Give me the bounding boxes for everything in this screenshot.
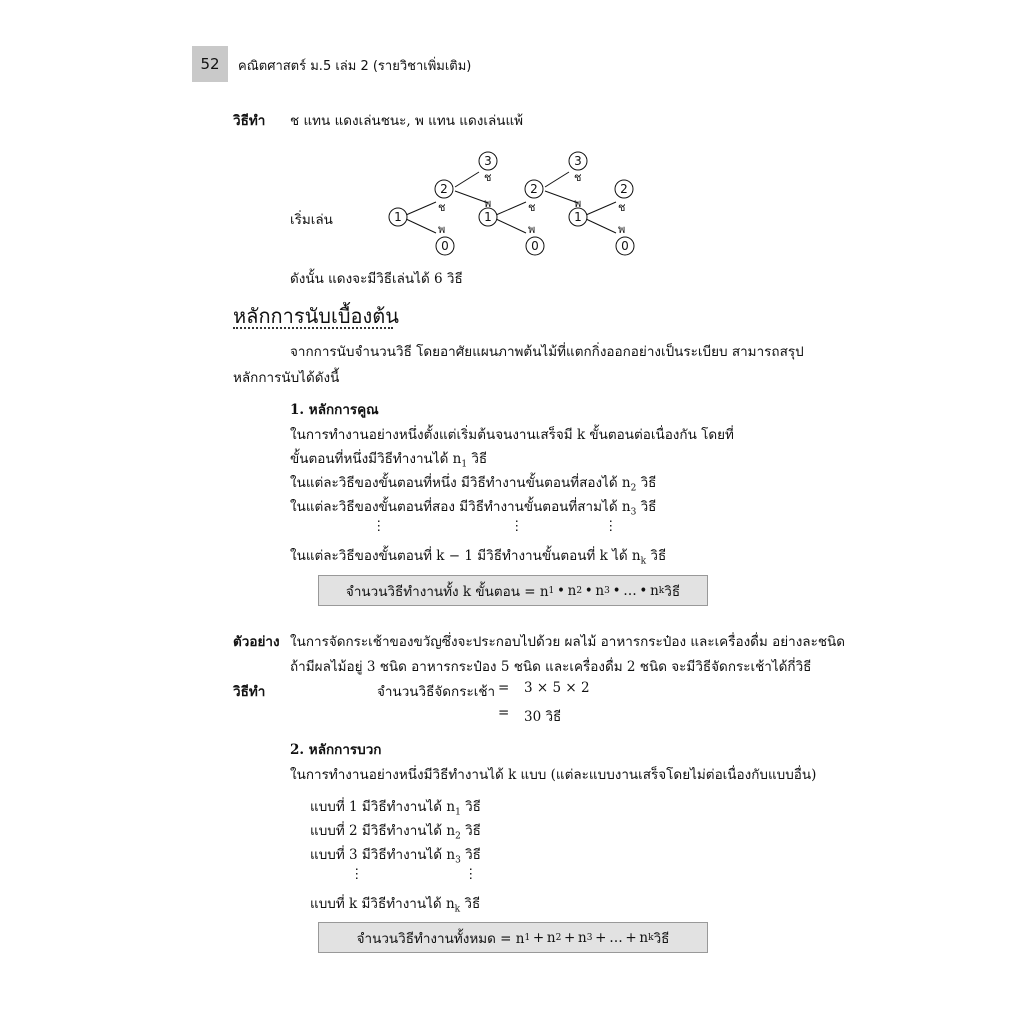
vertical-ellipsis: ⋮	[604, 518, 618, 534]
tree-node-label: 3	[484, 154, 492, 168]
tree-node-label: 1	[394, 210, 402, 224]
section-title: หลักการนับเบื้องต้น	[233, 304, 399, 328]
vertical-ellipsis: ⋮	[510, 518, 524, 534]
calc-label: จำนวนวิธีจัดกระเช้า	[377, 684, 496, 700]
mult-line: ในแต่ละวิธีของขั้นตอนที่หนึ่ง มีวิธีทำงานขั้นตอนที่สองได้ $n_2$ วิธี	[290, 475, 657, 494]
example-line-2: ถ้ามีผลไม้อยู่ 3 ชนิด อาหารกระป๋อง 5 ชนิด และเครื่องดื่ม 2 ชนิด จะมีวิธีจัดกระเช้าได้กี่วิธี	[290, 659, 812, 675]
tree-node-label: 2	[530, 182, 538, 196]
calc-expression: 3 × 5 × 2	[524, 680, 590, 696]
add-case: แบบที่ 2 มีวิธีทำงานได้ $n_2$ วิธี	[310, 823, 481, 842]
solution-label: วิธีทำ	[233, 113, 266, 129]
title-underline	[233, 327, 393, 329]
vertical-ellipsis: ⋮	[372, 518, 386, 534]
branch-win-label: ช	[574, 171, 582, 184]
intro-line-2: หลักการนับได้ดังนี้	[233, 370, 340, 386]
equals-sign: =	[498, 680, 510, 696]
tree-diagram	[380, 145, 650, 263]
add-line: ในการทำงานอย่างหนึ่งมีวิธีทำงานได้ k แบบ (แต่ละแบบงานเสร็จโดยไม่ต่อเนื่องกับแบบอื่น)	[290, 767, 817, 783]
branch-lose-label: พ	[574, 197, 582, 210]
branch-lose-label: พ	[618, 223, 626, 236]
add-case: แบบที่ 1 มีวิธีทำงานได้ $n_1$ วิธี	[310, 799, 481, 818]
calc-result: 30 วิธี	[524, 709, 562, 725]
equals-sign: =	[498, 705, 510, 721]
vertical-ellipsis: ⋮	[350, 866, 364, 882]
tree-node-label: 1	[574, 210, 582, 224]
add-case: แบบที่ 3 มีวิธีทำงานได้ $n_3$ วิธี	[310, 847, 481, 866]
mult-title: 1. หลักการคูณ	[290, 402, 379, 418]
mult-line: ขั้นตอนที่หนึ่งมีวิธีทำงานได้ $n_1$ วิธี	[290, 451, 488, 470]
book-title: คณิตศาสตร์ ม.5 เล่ม 2 (รายวิชาเพิ่มเติม)	[238, 59, 472, 74]
tree-node-label: 3	[574, 154, 582, 168]
page-number: 52	[192, 46, 228, 82]
mult-line: ในแต่ละวิธีของขั้นตอนที่ k − 1 มีวิธีทำงานขั้นตอนที่ k ได้ $n_k$ วิธี	[290, 548, 667, 567]
branch-win-label: ช	[484, 171, 492, 184]
intro-line-1: จากการนับจำนวนวิธี โดยอาศัยแผนภาพต้นไม้ที่แตกกิ่งออกอย่างเป็นระเบียบ สามารถสรุป	[290, 344, 804, 360]
example-solution-label: วิธีทำ	[233, 684, 266, 700]
vertical-ellipsis: ⋮	[464, 866, 478, 882]
solution-legend: ช แทน แดงเล่นชนะ, พ แทน แดงเล่นแพ้	[290, 113, 524, 129]
branch-lose-label: พ	[484, 197, 492, 210]
branch-win-label: ช	[618, 201, 626, 214]
branch-lose-label: พ	[438, 223, 446, 236]
branch-win-label: ช	[438, 201, 446, 214]
mult-line: ในแต่ละวิธีของขั้นตอนที่สอง มีวิธีทำงานขั้นตอนที่สามได้ $n_3$ วิธี	[290, 499, 657, 518]
tree-node-label: 0	[441, 239, 449, 253]
mult-formula-box: จำนวนวิธีทำงานทั้ง k ขั้นตอน = n 1 • n 2 • n 3 • … • n k วิธี	[318, 575, 708, 606]
mult-line: ในการทำงานอย่างหนึ่งตั้งแต่เริ่มต้นจนงานเสร็จมี k ขั้นตอนต่อเนื่องกัน โดยที่	[290, 427, 734, 443]
tree-node-label: 2	[620, 182, 628, 196]
branch-lose-label: พ	[528, 223, 536, 236]
tree-node-label: 0	[621, 239, 629, 253]
branch-win-label: ช	[528, 201, 536, 214]
tree-node-label: 0	[531, 239, 539, 253]
add-formula-box: จำนวนวิธีทำงานทั้งหมด = n 1 + n 2 + n 3 + … + n k วิธี	[318, 922, 708, 953]
example-line-1: ในการจัดกระเช้าของขวัญซึ่งจะประกอบไปด้วย ผลไม้ อาหารกระป๋อง และเครื่องดื่ม อย่างละชนิด	[290, 634, 845, 650]
add-title: 2. หลักการบวก	[290, 742, 382, 758]
solution-conclusion: ดังนั้น แดงจะมีวิธีเล่นได้ 6 วิธี	[290, 271, 463, 287]
start-label: เริ่มเล่น	[290, 212, 333, 228]
tree-node-label: 1	[484, 210, 492, 224]
tree-node-label: 2	[440, 182, 448, 196]
example-label: ตัวอย่าง	[233, 634, 280, 650]
add-case: แบบที่ k มีวิธีทำงานได้ $n_k$ วิธี	[310, 896, 481, 915]
